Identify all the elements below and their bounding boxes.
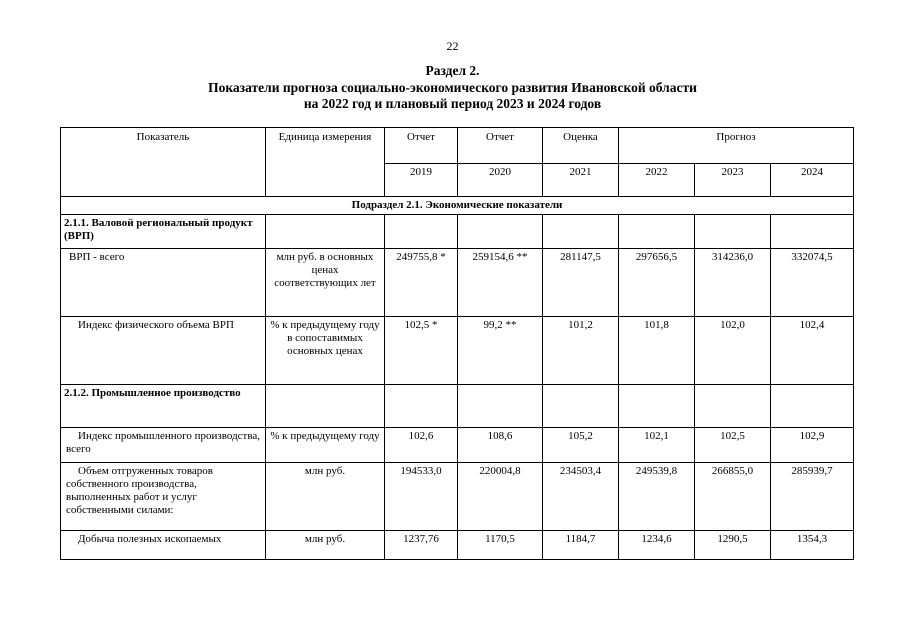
year-2021: 2021 (543, 164, 619, 197)
section-title-2: 2.1.2. Промышленное производство (61, 385, 266, 428)
section-row (61, 215, 854, 249)
value-2021: 281147,5 (543, 249, 619, 317)
table-row (61, 531, 854, 560)
row-name: ВРП - всего (61, 249, 266, 317)
year-2024: 2024 (771, 164, 854, 197)
year-2020: 2020 (458, 164, 543, 197)
value-2021: 105,2 (543, 428, 619, 463)
row-name: Индекс физического объема ВРП (61, 317, 266, 385)
header-report-2020: Отчет (458, 128, 543, 164)
value-2020: 99,2 ** (458, 317, 543, 385)
value-2020: 108,6 (458, 428, 543, 463)
value-2020: 220004,8 (458, 463, 543, 531)
value-2022: 101,8 (619, 317, 695, 385)
forecast-table (60, 127, 854, 560)
header-forecast: Прогноз (619, 128, 854, 164)
document-subtitle: на 2022 год и плановый период 2023 и 2024 годов (303, 96, 602, 111)
value-2023: 102,5 (695, 428, 771, 463)
header-report-2019: Отчет (385, 128, 458, 164)
row-unit: млн руб. (266, 463, 385, 531)
header-row (61, 128, 854, 164)
document-title: Показатели прогноза социально-экономического развития Ивановской области (208, 80, 697, 95)
value-2020: 259154,6 ** (458, 249, 543, 317)
table-row (61, 317, 854, 385)
header-unit: Единица измерения (266, 128, 385, 197)
row-name: Добыча полезных ископаемых (61, 531, 266, 560)
row-unit: % к предыдущему году (266, 428, 385, 463)
value-2021: 234503,4 (543, 463, 619, 531)
value-2022: 297656,5 (619, 249, 695, 317)
value-2022: 1234,6 (619, 531, 695, 560)
year-2023: 2023 (695, 164, 771, 197)
value-2024: 102,9 (771, 428, 854, 463)
value-2024: 102,4 (771, 317, 854, 385)
subsection-title: Подраздел 2.1. Экономические показатели (61, 197, 854, 215)
section-title: Раздел 2. (425, 63, 480, 78)
value-2019: 194533,0 (385, 463, 458, 531)
year-2019: 2019 (385, 164, 458, 197)
year-2022: 2022 (619, 164, 695, 197)
value-2019: 102,6 (385, 428, 458, 463)
value-2023: 1290,5 (695, 531, 771, 560)
header-estimate: Оценка (543, 128, 619, 164)
row-name: Индекс промышленного производства, всего (61, 428, 266, 463)
value-2019: 1237,76 (385, 531, 458, 560)
row-unit: млн руб. (266, 531, 385, 560)
value-2023: 266855,0 (695, 463, 771, 531)
value-2022: 102,1 (619, 428, 695, 463)
value-2024: 1354,3 (771, 531, 854, 560)
value-2019: 102,5 * (385, 317, 458, 385)
row-unit: млн руб. в основных ценах соответствующих лет (266, 249, 385, 317)
subsection-row (61, 197, 854, 215)
value-2021: 1184,7 (543, 531, 619, 560)
value-2019: 249755,8 * (385, 249, 458, 317)
row-name: Объем отгруженных товаров собственного производства, выполненных работ и услуг собственными силами: (61, 463, 266, 531)
table-row (61, 428, 854, 463)
value-2021: 101,2 (543, 317, 619, 385)
value-2024: 285939,7 (771, 463, 854, 531)
table-row (61, 463, 854, 531)
value-2024: 332074,5 (771, 249, 854, 317)
value-2020: 1170,5 (458, 531, 543, 560)
row-unit: % к предыдущему году в сопоставимых основных ценах (266, 317, 385, 385)
section-row (61, 385, 854, 428)
table-row (61, 249, 854, 317)
value-2023: 102,0 (695, 317, 771, 385)
value-2023: 314236,0 (695, 249, 771, 317)
page-number: 22 (446, 39, 459, 53)
section-title-1: 2.1.1. Валовой региональный продукт (ВРП) (61, 215, 266, 249)
header-indicator: Показатель (61, 128, 266, 197)
value-2022: 249539,8 (619, 463, 695, 531)
